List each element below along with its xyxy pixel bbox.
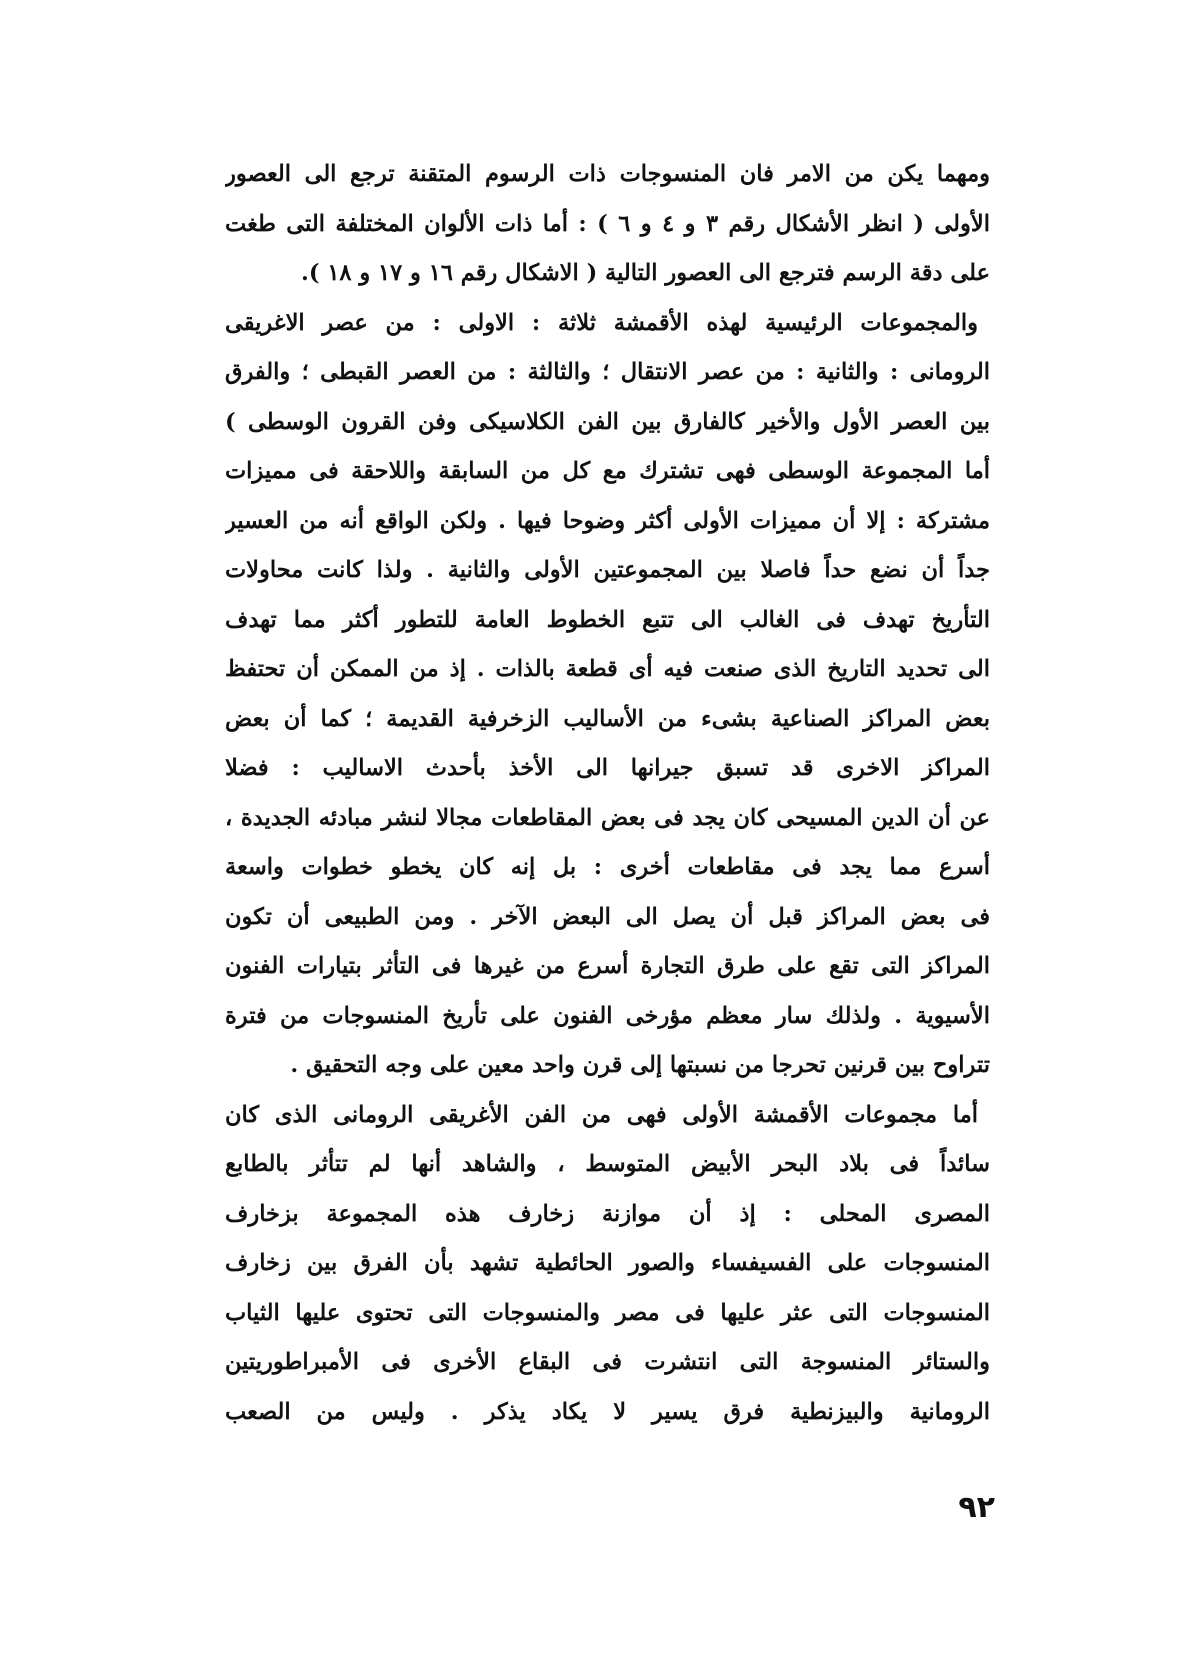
text-line: التأريخ تهدف فى الغالب الى تتبع الخطوط العامة للتطور أكثر مما تهدف [225, 606, 990, 633]
text-line: والمجموعات الرئيسية لهذه الأقمشة ثلاثة : الاولى : من عصر الاغريقى [225, 309, 978, 336]
text-line: عن أن الدين المسيحى كان يجد فى بعض المقاطعات مجالا لنشر مبادئه الجديدة ، [225, 804, 990, 831]
text-line: والستائر المنسوجة التى انتشرت فى البقاع الأخرى فى الأمبراطوريتين [225, 1349, 990, 1375]
text-line: المراكز التى تقع على طرق التجارة أسرع من غيرها فى التأثر بتيارات الفنون [225, 953, 990, 979]
text-line: على دقة الرسم فترجع الى العصور التالية ( الاشكال رقم ١٦ و ١٧ و ١٨ ). [301, 260, 990, 286]
text-line: الى تحديد التاريخ الذى صنعت فيه أى قطعة بالذات . إذ من الممكن أن تحتفظ [225, 656, 990, 682]
text-line: الرومانى : والثانية : من عصر الانتقال ؛ والثالثة : من العصر القبطى ؛ والفرق [225, 359, 990, 385]
text-line: فى بعض المراكز قبل أن يصل الى البعض الآخر . ومن الطبيعى أن تكون [225, 903, 990, 930]
text-line: مشتركة : إلا أن مميزات الأولى أكثر وضوحا فيها . ولكن الواقع أنه من العسير [225, 507, 990, 534]
text-line: المراكز الاخرى قد تسبق جيرانها الى الأخذ بأحدث الاساليب : فضلا [225, 755, 990, 781]
text-line: المصرى المحلى : إذ أن موازنة زخارف هذه المجموعة بزخارف [225, 1200, 990, 1227]
text-line: بين العصر الأول والأخير كالفارق بين الفن الكلاسيكى وفن القرون الوسطى ) [225, 408, 990, 435]
text-line: جداً أن نضع حداً فاصلا بين المجموعتين الأولى والثانية . ولذا كانت محاولات [225, 557, 990, 583]
text-line: أسرع مما يجد فى مقاطعات أخرى : بل إنه كان يخطو خطوات واسعة [225, 854, 990, 880]
text-line: الأسيوية . ولذلك سار معظم مؤرخى الفنون على تأريخ المنسوجات من فترة [225, 1002, 990, 1029]
text-line: المنسوجات التى عثر عليها فى مصر والمنسوجات التى تحتوى عليها الثياب [225, 1299, 990, 1326]
page-number: ٩٢ [958, 1490, 995, 1525]
text-line: بعض المراكز الصناعية بشىء من الأساليب الزخرفية القديمة ؛ كما أن بعض [225, 705, 990, 732]
text-line: أما المجموعة الوسطى فهى تشترك مع كل من السابقة واللاحقة فى مميزات [225, 458, 990, 484]
text-line: الأولى ( انظر الأشكال رقم ٣ و ٤ و ٦ ) : أما ذات الألوان المختلفة التى طغت [225, 210, 990, 237]
text-line: سائداً فى بلاد البحر الأبيض المتوسط ، والشاهد أنها لم تتأثر بالطابع [225, 1151, 990, 1177]
text-line: الرومانية والبيزنطية فرق يسير لا يكاد يذكر . وليس من الصعب [225, 1398, 990, 1425]
text-line: المنسوجات على الفسيفساء والصور الحائطية تشهد بأن الفرق بين زخارف [225, 1250, 990, 1276]
body-text [225, 150, 990, 1437]
text-line: أما مجموعات الأقمشة الأولى فهى من الفن الأغريقى الرومانى الذى كان [225, 1101, 978, 1128]
text-line: تتراوح بين قرنين تحرجا من نسبتها إلى قرن واحد معين على وجه التحقيق . [290, 1052, 990, 1078]
text-line: ومهما يكن من الامر فان المنسوجات ذات الرسوم المتقنة ترجع الى العصور [225, 161, 990, 187]
